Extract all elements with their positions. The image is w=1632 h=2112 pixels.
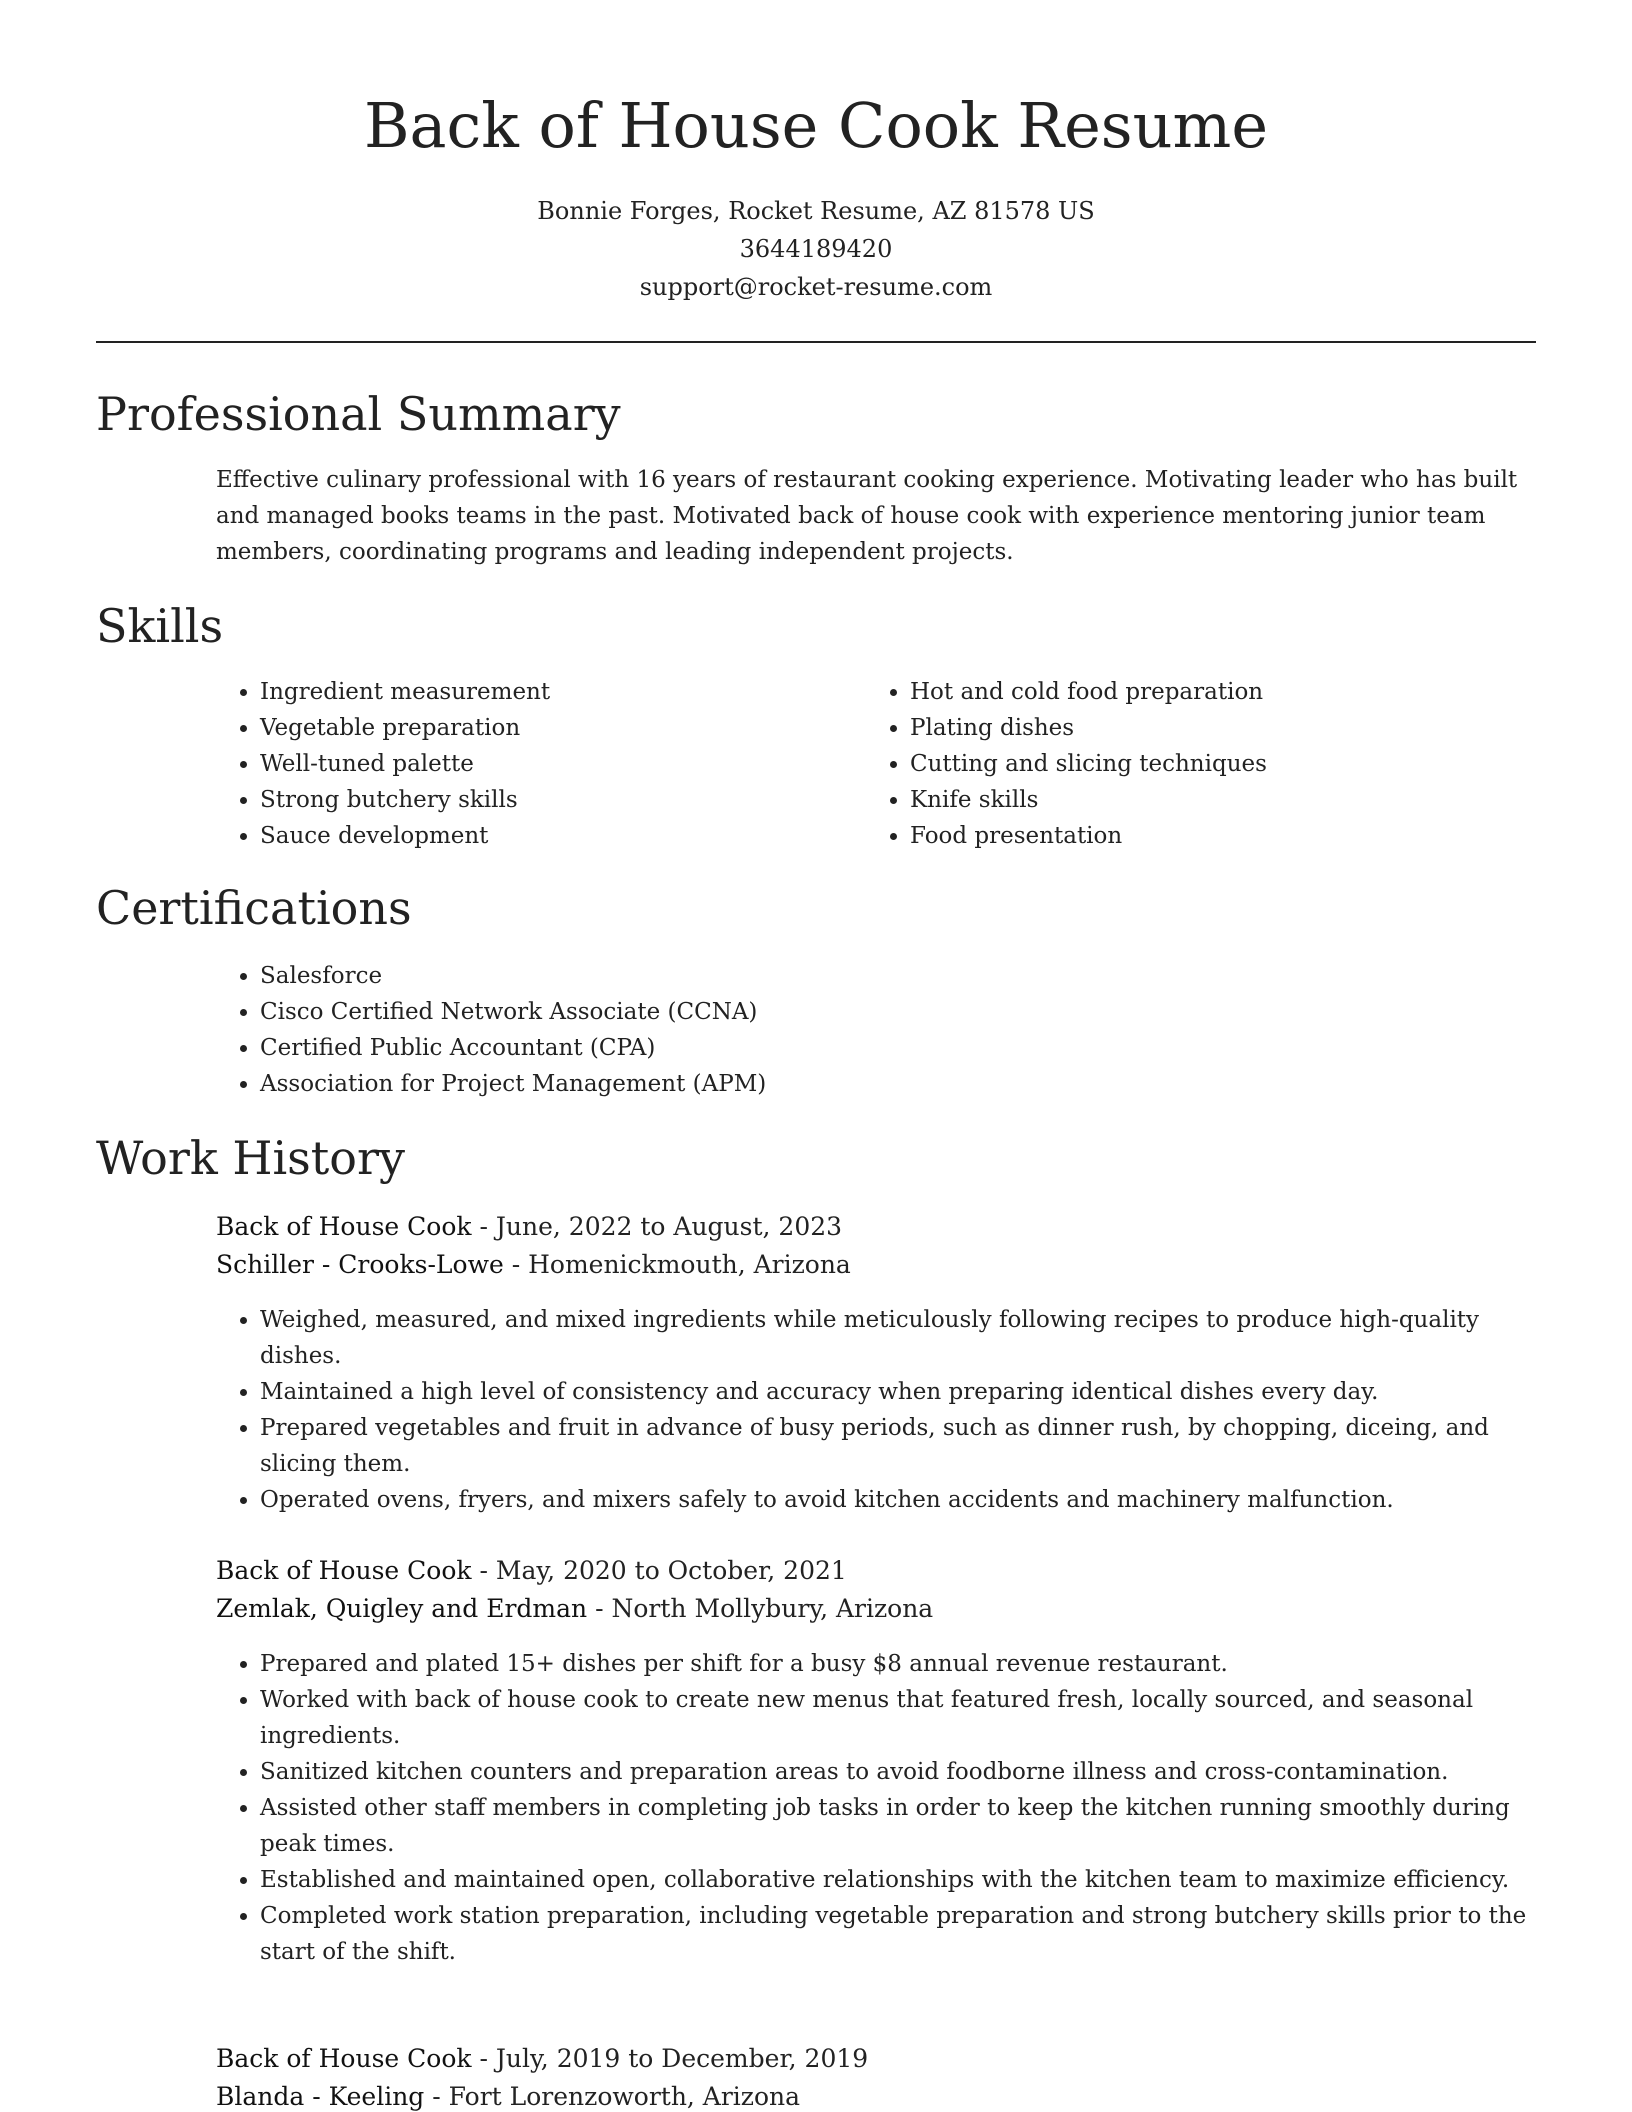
job-duties-list — [216, 1646, 1556, 1970]
resume-title: Back of House Cook Resume — [363, 89, 1269, 162]
job-duty: • Worked with back of house cook to create new menus that featured fresh, locally sourced, and seasonal ingredients. — [260, 1682, 1556, 1754]
job-location: - Homenickmouth, Arizona — [503, 1250, 851, 1279]
certifications-heading: Certifications — [96, 881, 412, 935]
job-company: Zemlak, Quigley and Erdman — [216, 1594, 588, 1623]
skill-item: • Hot and cold food preparation — [910, 674, 1530, 710]
job-duty: • Prepared vegetables and fruit in advance of busy periods, such as dinner rush, by chopping, diceing, and slicing them. — [260, 1410, 1556, 1482]
skill-item: • Knife skills — [910, 782, 1530, 818]
skill-item: • Vegetable preparation — [260, 710, 820, 746]
job-title: Back of House Cook — [216, 1556, 472, 1585]
job-duty: • Sanitized kitchen counters and preparation areas to avoid foodborne illness and cross-contamination. — [260, 1754, 1556, 1790]
job-company-line — [216, 2078, 1536, 2112]
job-dates: - June, 2022 to August, 2023 — [471, 1212, 843, 1241]
contact-block — [96, 192, 1536, 306]
certification-item: • Salesforce — [260, 958, 1460, 994]
job-company: Schiller - Crooks-Lowe — [216, 1250, 504, 1279]
job-duties-list — [216, 1302, 1556, 1518]
job-location: - North Mollybury, Arizona — [587, 1594, 934, 1623]
job-dates: - July, 2019 to December, 2019 — [471, 2044, 869, 2073]
job-duty: • Weighed, measured, and mixed ingredients while meticulously following recipes to produce high-quality dishes. — [260, 1302, 1556, 1374]
header-divider — [96, 341, 1536, 343]
job-duty: • Operated ovens, fryers, and mixers safely to avoid kitchen accidents and machinery malfunction. — [260, 1482, 1556, 1518]
job-company: Blanda - Keeling — [216, 2082, 425, 2111]
skill-item: • Cutting and slicing techniques — [910, 746, 1530, 782]
job-company-line — [216, 1246, 1536, 1284]
skill-item: • Ingredient measurement — [260, 674, 820, 710]
job-location: - Fort Lorenzoworth, Arizona — [424, 2082, 801, 2111]
work-history-heading: Work History — [96, 1131, 405, 1185]
job-duty: • Completed work station preparation, including vegetable preparation and strong butchery skills prior to the start of the shift. — [260, 1898, 1556, 1970]
job-company-line — [216, 1590, 1536, 1628]
certifications-list — [216, 958, 1460, 1102]
job-title: Back of House Cook — [216, 2044, 472, 2073]
skills-heading: Skills — [96, 599, 224, 653]
job-title: Back of House Cook — [216, 1212, 472, 1241]
certification-item: • Cisco Certified Network Associate (CCNA) — [260, 994, 1460, 1030]
certification-item: • Association for Project Management (APM) — [260, 1066, 1460, 1102]
summary-heading: Professional Summary — [96, 387, 621, 441]
skill-item: • Strong butchery skills — [260, 782, 820, 818]
skills-list-left — [216, 674, 820, 854]
skill-item: • Plating dishes — [910, 710, 1530, 746]
skills-list-right — [866, 674, 1530, 854]
job-duty: • Prepared and plated 15+ dishes per shift for a busy $8 annual revenue restaurant. — [260, 1646, 1556, 1682]
job-duty: • Maintained a high level of consistency and accuracy when preparing identical dishes every day. — [260, 1374, 1556, 1410]
skill-item: • Food presentation — [910, 818, 1530, 854]
contact-phone: 3644189420 — [739, 235, 893, 263]
certification-item: • Certified Public Accountant (CPA) — [260, 1030, 1460, 1066]
skill-item: • Well-tuned palette — [260, 746, 820, 782]
skill-item: • Sauce development — [260, 818, 820, 854]
job-title-line — [216, 1552, 1536, 1590]
contact-address: Bonnie Forges, Rocket Resume, AZ 81578 US — [537, 197, 1095, 225]
contact-email: support@rocket-resume.com — [639, 273, 993, 301]
job-title-line — [216, 1208, 1536, 1246]
job-duty: • Assisted other staff members in completing job tasks in order to keep the kitchen running smoothly during peak times. — [260, 1790, 1556, 1862]
job-title-line — [216, 2040, 1536, 2078]
job-dates: - May, 2020 to October, 2021 — [471, 1556, 847, 1585]
job-duty: • Established and maintained open, collaborative relationships with the kitchen team to maximize efficiency. — [260, 1862, 1556, 1898]
summary-text: Effective culinary professional with 16 years of restaurant cooking experience. Motivating leader who has built and managed books teams in the past. Motivated back of house cook with experience mentoring junior team members, coordinating programs and leading independent projects. — [216, 467, 1518, 565]
